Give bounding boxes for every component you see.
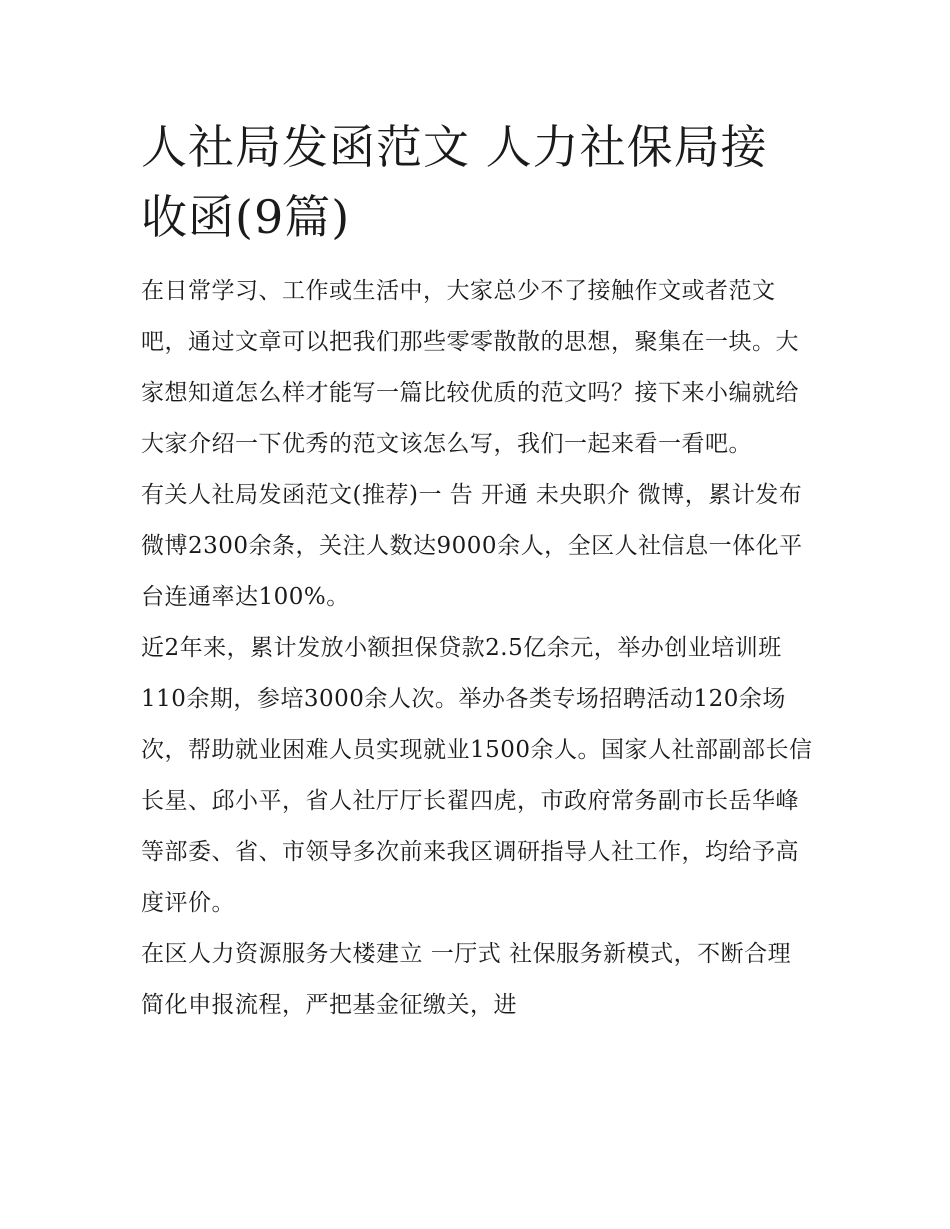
document-page	[141, 112, 813, 1031]
paragraph-loans: 近2年来，累计发放小额担保贷款2.5亿余元，举办创业培训班110余期，参培3000余人次。举办各类专场招聘活动120余场次，帮助就业困难人员实现就业1500余人。国家人社部副部长信长星、邱小平，省人社厅厅长翟四虎，市政府常务副市长岳华峰等部委、省、市领导多次前来我区调研指导人社工作，均给予高度评价。	[141, 635, 813, 916]
paragraph-service-hall: 在区人力资源服务大楼建立 一厅式 社保服务新模式，不断合理简化申报流程，严把基金征缴关，进	[141, 941, 792, 1018]
paragraph-intro: 在日常学习、工作或生活中，大家总少不了接触作文或者范文吧，通过文章可以把我们那些零零散散的思想，聚集在一块。大家想知道怎么样才能写一篇比较优质的范文吗？接下来小编就给大家介绍一下优秀的范文该怎么写，我们一起来看一看吧。	[141, 278, 799, 457]
paragraph-weibo: 有关人社局发函范文(推荐)一 告 开通 未央职介 微博，累计发布微博2300余条，关注人数达9000余人，全区人社信息一体化平台连通率达100%。	[141, 482, 803, 610]
document-title: 人社局发函范文 人力社保局接收函(9篇)	[141, 120, 768, 244]
